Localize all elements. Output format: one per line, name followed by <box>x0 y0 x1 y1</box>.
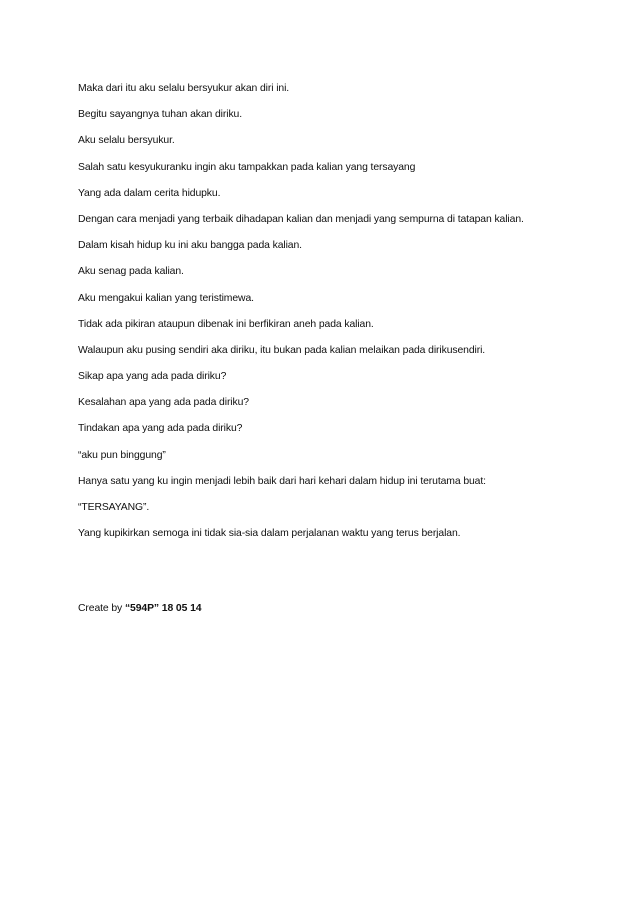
text-line: Tidak ada pikiran ataupun dibenak ini berfikiran aneh pada kalian. <box>78 318 374 330</box>
text-line: “TERSAYANG”. <box>78 502 150 513</box>
text-line: Kesalahan apa yang ada pada diriku? <box>78 397 249 409</box>
text-line: Yang kupikirkan semoga ini tidak sia-sia dalam perjalanan waktu yang terus berjalan. <box>78 528 461 540</box>
text-line: Aku senag pada kalian. <box>78 266 184 278</box>
text-line: Walaupun aku pusing sendiri aka diriku, itu bukan pada kalian melaikan pada dirikusendiri. <box>78 344 486 356</box>
text-line: Begitu sayangnya tuhan akan diriku. <box>78 109 243 121</box>
text-line: Salah satu kesyukuranku ingin aku tampakkan pada kalian yang tersayang <box>78 161 416 173</box>
text-line: Dengan cara menjadi yang terbaik dihadapan kalian dan menjadi yang sempurna di tatapan kalian. <box>78 213 524 225</box>
text-line: Aku selalu bersyukur. <box>78 135 175 147</box>
text-line: Aku mengakui kalian yang teristimewa. <box>78 292 254 304</box>
text-line: Sikap apa yang ada pada diriku? <box>78 371 227 383</box>
text-line: Maka dari itu aku selalu bersyukur akan diri ini. <box>78 83 290 94</box>
poem-body <box>78 82 598 553</box>
text-line: Dalam kisah hidup ku ini aku bangga pada kalian. <box>78 240 302 252</box>
text-line: Tindakan apa yang ada pada diriku? <box>78 423 243 435</box>
signature-line <box>78 602 201 615</box>
text-line: Yang ada dalam cerita hidupku. <box>78 187 221 199</box>
signature-prefix: Create by <box>78 603 125 614</box>
signature-code: “594P” 18 05 14 <box>124 603 202 614</box>
text-line: Hanya satu yang ku ingin menjadi lebih baik dari hari kehari dalam hidup ini terutama buat: <box>78 475 486 487</box>
text-line: “aku pun binggung” <box>78 449 166 461</box>
